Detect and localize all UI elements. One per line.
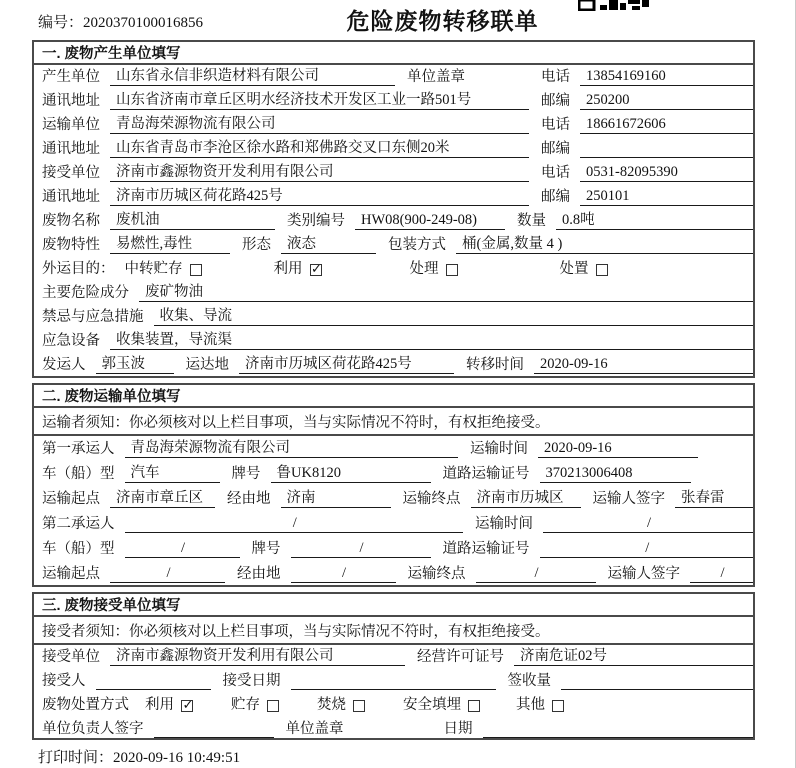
date-value: [483, 737, 754, 738]
terminus-label: 运输终点: [407, 566, 466, 582]
purpose-label: 外运目的：: [42, 261, 115, 277]
zip-group: [541, 137, 753, 158]
transfer-time-value: 2020-09-16: [534, 356, 753, 374]
zip-value: 250101: [580, 188, 753, 206]
vehicle-type-value: /: [125, 540, 240, 558]
option-dispose: [560, 257, 608, 278]
receiver-label: 接受单位: [42, 165, 100, 181]
serial-number-line: [38, 11, 203, 32]
vehicle-type-label: 车（船）型: [42, 466, 115, 482]
unit-seal-label: 单位盖章: [407, 69, 465, 85]
section1-title: 一. 废物产生单位填写: [34, 42, 753, 65]
transport-time-label: 运输时间: [470, 441, 528, 457]
row-vehicle-2: [34, 536, 753, 561]
transporter-notice: 运输者须知：你必须核对以上栏目事项，当与实际情况不符时，有权拒绝接受。: [34, 408, 753, 436]
waste-name-label: 废物名称: [42, 213, 100, 229]
vehicle-type-label: 车（船）型: [42, 541, 115, 557]
checkbox-treat[interactable]: [446, 264, 458, 276]
row-vehicle-1: [34, 461, 753, 486]
date-label: 日期: [443, 721, 473, 737]
option-label: 贮存: [231, 697, 260, 713]
address-value: 山东省青岛市李沧区徐水路和郑佛路交叉口东侧20米: [110, 136, 529, 158]
print-time-value: 2020-09-16 10:49:51: [113, 750, 241, 766]
via-value: /: [291, 565, 396, 583]
checkbox-transfer-storage[interactable]: [190, 264, 202, 276]
terminus-value: /: [476, 565, 596, 583]
checkbox-store[interactable]: [267, 700, 279, 712]
zip-value: [580, 157, 753, 158]
option-transfer-storage: [125, 257, 202, 278]
section2-title: 二. 废物运输单位填写: [34, 385, 753, 408]
category-label: 类别编号: [287, 213, 345, 229]
qr-code-fragment: [578, 0, 650, 11]
measures-label: 禁忌与应急措施: [42, 309, 144, 325]
section-transporter: [32, 383, 755, 587]
option-label: 中转贮存: [124, 261, 183, 277]
terminus-label: 运输终点: [402, 491, 461, 507]
row-shipper: [34, 353, 753, 377]
packaging-value: 桶(金属,数量 4 ): [456, 232, 753, 254]
phone-value: 18661672606: [580, 116, 753, 134]
option-utilize: [145, 693, 193, 714]
receive-date-label: 接受日期: [222, 673, 281, 689]
address-label: 通讯地址: [42, 141, 100, 157]
destination-value: 济南市历城区荷花路425号: [239, 352, 454, 374]
form-value: 液态: [281, 232, 376, 254]
row-route-1: [34, 486, 753, 511]
plate-label: 牌号: [231, 466, 261, 482]
received-amount-value: [561, 689, 753, 690]
section3-title: 三. 废物接受单位填写: [34, 594, 753, 617]
producer-value: 山东省永信非织造材料有限公司: [110, 64, 395, 86]
packaging-label: 包装方式: [388, 237, 446, 253]
received-amount-label: 签收量: [507, 673, 551, 689]
phone-group: [541, 113, 753, 134]
checkbox-utilize[interactable]: [310, 264, 322, 276]
disposal-label: 废物处置方式: [42, 697, 129, 713]
origin-label: 运输起点: [42, 566, 100, 582]
option-other: [516, 693, 564, 714]
hazard-label: 主要危险成分: [42, 285, 129, 301]
receive-unit-label: 接受单位: [42, 649, 100, 665]
receive-person-label: 接受人: [42, 673, 86, 689]
row-route-2: [34, 561, 753, 586]
hazard-value: 废矿物油: [139, 280, 753, 302]
row-hazard-component: [34, 281, 753, 305]
option-utilize: [274, 257, 322, 278]
plate-value: 鲁UK8120: [271, 461, 431, 483]
row-disposal-method: [34, 693, 753, 717]
address-label: 通讯地址: [42, 93, 100, 109]
form-label: 形态: [242, 237, 271, 253]
vehicle-type-value: 汽车: [125, 461, 220, 483]
row-producer: [34, 65, 753, 89]
unit-seal-label: 单位盖章: [285, 721, 344, 737]
receiver-notice: 接受者须知：你必须核对以上栏目事项，当与实际情况不符时，有权拒绝接受。: [34, 617, 753, 645]
option-label: 安全填埋: [403, 697, 461, 713]
via-value: 济南: [281, 486, 391, 508]
phone-group: [541, 161, 753, 182]
row-emergency-measures: [34, 305, 753, 329]
option-label: 其他: [516, 697, 545, 713]
license-value: 济南危证02号: [514, 644, 753, 666]
address-value: 济南市历城区荷花路425号: [110, 184, 529, 206]
row-waste-name: [34, 209, 753, 233]
origin-label: 运输起点: [42, 491, 100, 507]
phone-value: 13854169160: [580, 68, 753, 86]
shipper-label: 发运人: [42, 357, 86, 373]
row-purpose: [34, 257, 753, 281]
responsible-sign-value: [154, 737, 274, 738]
checkbox-other[interactable]: [552, 700, 564, 712]
address-label: 通讯地址: [42, 189, 100, 205]
producer-label: 产生单位: [42, 69, 100, 85]
option-label: 焚烧: [317, 697, 346, 713]
plate-label: 牌号: [251, 541, 281, 557]
equipment-value: 收集装置，导流渠: [110, 328, 753, 350]
zip-label: 邮编: [541, 189, 570, 205]
option-label: 利用: [145, 697, 174, 713]
row-emergency-equipment: [34, 329, 753, 353]
row-producer-address: [34, 89, 753, 113]
carrier-sign-label: 运输人签字: [607, 566, 680, 582]
license-label: 经营许可证号: [417, 649, 504, 665]
checkbox-dispose[interactable]: [596, 264, 608, 276]
transport-time-label: 运输时间: [475, 516, 533, 532]
carrier2-value: /: [125, 515, 464, 533]
carrier-sign-label: 运输人签字: [592, 491, 665, 507]
phone-label: 电话: [541, 69, 570, 85]
row-transporter-address: [34, 137, 753, 161]
row-responsible-sign: [34, 717, 753, 741]
serial-value: 2020370100016856: [83, 15, 204, 31]
shipper-value: 郭玉波: [96, 352, 174, 374]
trait-label: 废物特性: [42, 237, 100, 253]
phone-label: 电话: [541, 117, 570, 133]
option-store: [231, 693, 279, 714]
option-label: 处置: [559, 261, 589, 277]
receive-unit-value: 济南市鑫源物资开发利用有限公司: [110, 644, 405, 666]
via-label: 经由地: [237, 566, 281, 582]
transfer-time-label: 转移时间: [466, 357, 524, 373]
destination-label: 运达地: [185, 357, 229, 373]
carrier-sign-value: 张春雷: [675, 486, 753, 508]
zip-value: 250200: [580, 92, 753, 110]
via-label: 经由地: [227, 491, 271, 507]
serial-label: 编号：: [38, 15, 84, 31]
origin-value: /: [110, 565, 225, 583]
document-header: [0, 0, 795, 40]
equipment-label: 应急设备: [42, 333, 100, 349]
page-title: 危险废物转移联单: [346, 9, 539, 34]
row-receive-unit: [34, 645, 753, 669]
option-landfill: [403, 693, 480, 714]
origin-value: 济南市章丘区: [110, 486, 215, 508]
row-receiver: [34, 161, 753, 185]
option-label: 处理: [409, 261, 439, 277]
quantity-value: 0.8吨: [556, 208, 753, 230]
address-value: 山东省济南市章丘区明水经济技术开发区工业一路501号: [110, 88, 529, 110]
transporter-value: 青岛海荣源物流有限公司: [110, 112, 529, 134]
row-waste-trait: [34, 233, 753, 257]
zip-group: [541, 185, 753, 206]
trait-value: 易燃性,毒性: [110, 232, 230, 254]
transporter-label: 运输单位: [42, 117, 100, 133]
category-value: HW08(900-249-08): [355, 212, 505, 230]
responsible-sign-label: 单位负责人签字: [42, 721, 144, 737]
row-receiver-address: [34, 185, 753, 209]
phone-value: 0531-82095390: [580, 164, 753, 182]
transport-time-value: 2020-09-16: [538, 440, 698, 458]
quantity-label: 数量: [517, 213, 546, 229]
checkbox-utilize[interactable]: [181, 700, 193, 712]
waste-name-value: 废机油: [110, 208, 275, 230]
road-permit-label: 道路运输证号: [442, 541, 530, 557]
carrier2-label: 第二承运人: [42, 516, 115, 532]
carrier1-label: 第一承运人: [42, 441, 115, 457]
zip-group: [541, 89, 753, 110]
row-first-carrier: [34, 436, 753, 461]
checkbox-incinerate[interactable]: [353, 700, 365, 712]
print-time-line: [38, 746, 240, 767]
phone-label: 电话: [541, 165, 570, 181]
section-receiver: [32, 592, 755, 740]
carrier-sign-value: /: [690, 565, 753, 583]
carrier1-value: 青岛海荣源物流有限公司: [125, 436, 459, 458]
plate-value: /: [291, 540, 431, 558]
row-transporter: [34, 113, 753, 137]
terminus-value: 济南市历城区: [471, 486, 581, 508]
receive-person-value: [96, 689, 211, 690]
section-generator: [32, 40, 755, 378]
option-treat: [410, 257, 458, 278]
option-incinerate: [317, 693, 365, 714]
road-permit-label: 道路运输证号: [442, 466, 530, 482]
phone-group: [541, 65, 753, 86]
row-receive-person: [34, 669, 753, 693]
receive-date-value: [291, 689, 496, 690]
row-second-carrier: [34, 511, 753, 536]
road-permit-value: /: [540, 540, 754, 558]
road-permit-value: 370213006408: [540, 465, 692, 483]
transport-time-value: /: [543, 515, 753, 533]
measures-value: 收集、导流: [154, 304, 754, 326]
print-time-label: 打印时间：: [38, 750, 114, 766]
zip-label: 邮编: [541, 141, 570, 157]
receiver-value: 济南市鑫源物资开发利用有限公司: [110, 160, 529, 182]
zip-label: 邮编: [541, 93, 570, 109]
checkbox-landfill[interactable]: [468, 700, 480, 712]
option-label: 利用: [273, 261, 303, 277]
